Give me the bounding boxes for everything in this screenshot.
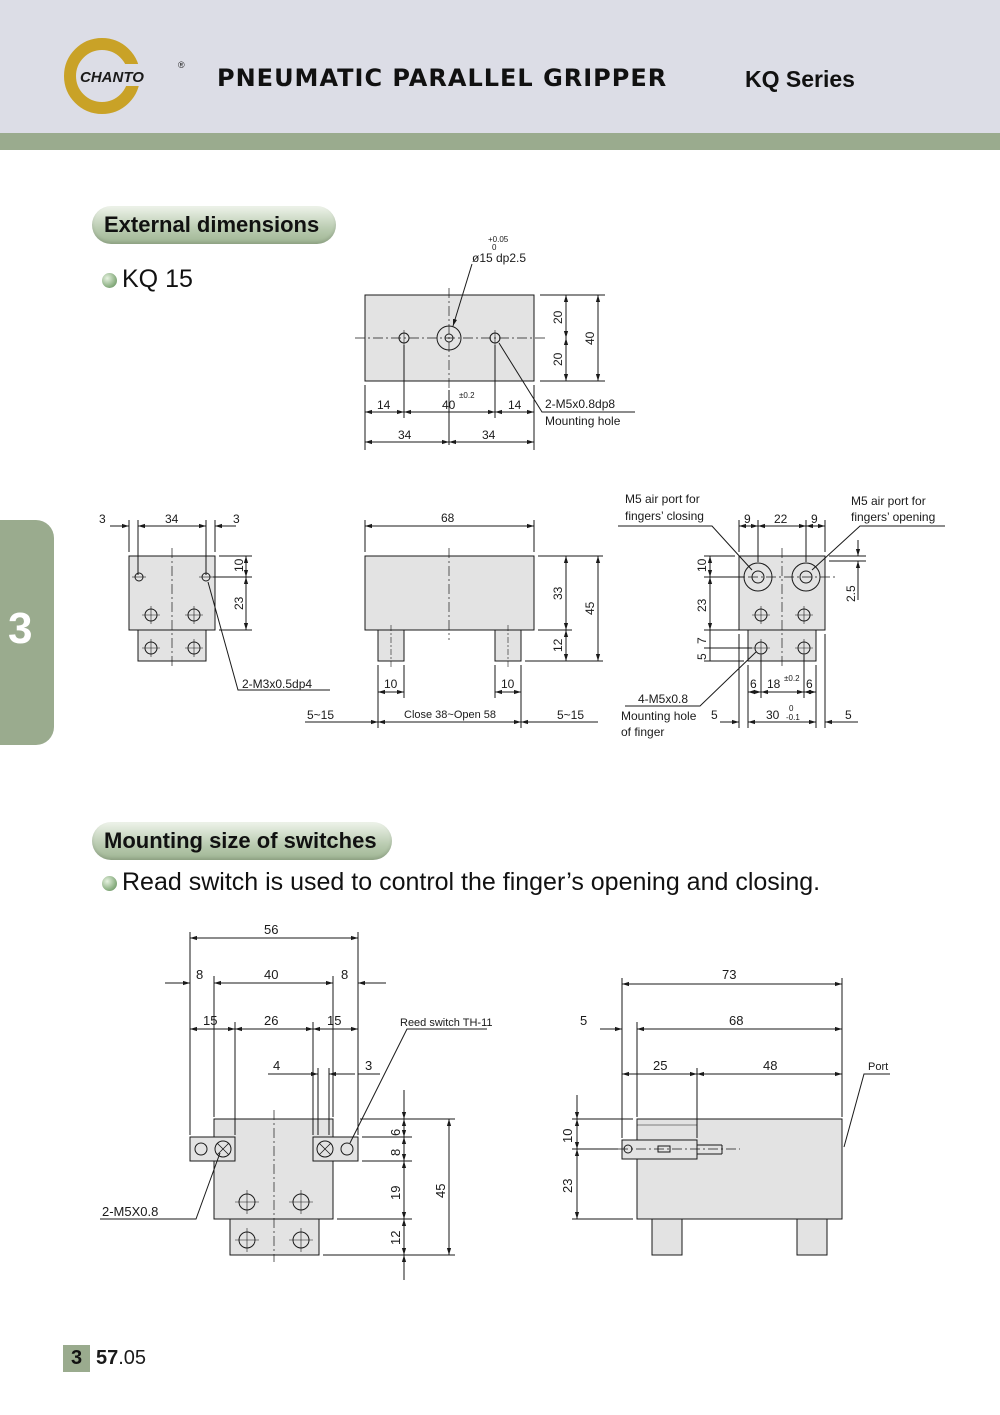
dim-20: 20 <box>551 310 565 324</box>
dim-48: 48 <box>763 1058 778 1073</box>
dim-12: 12 <box>388 1230 403 1245</box>
bore-tol-lower: 0 <box>492 243 497 252</box>
port-closing-label: M5 air port for <box>625 492 700 506</box>
gripper-body-front <box>365 556 534 630</box>
mounting-hole-spec: 2-M3x0.5dp4 <box>242 677 313 691</box>
dim-40-tolerance: ±0.2 <box>459 391 475 400</box>
gripper-body-side <box>214 1119 333 1219</box>
dim-15: 15 <box>203 1013 218 1028</box>
port-label: Port <box>868 1061 889 1073</box>
stroke-overtravel: 5~15 <box>307 708 335 722</box>
dim-33: 33 <box>551 586 565 600</box>
reed-switch <box>190 1137 235 1161</box>
dim-5: 5 <box>845 708 852 722</box>
dim-2-5: 2.5 <box>844 585 858 602</box>
series-name: KQ Series <box>745 66 855 92</box>
dim-73: 73 <box>722 967 737 982</box>
bore-depth: dp2.5 <box>496 251 527 265</box>
dim-34: 34 <box>165 512 179 526</box>
document-title: PNEUMATIC PARALLEL GRIPPER <box>217 64 668 92</box>
switch-description: Read switch is used to control the finger’s opening and closing. <box>122 868 821 896</box>
finger-right <box>797 1219 827 1255</box>
dim-30-tol-upper: 0 <box>789 704 794 713</box>
dim-40: 40 <box>264 967 279 982</box>
dim-22: 22 <box>774 512 788 526</box>
dim-4: 4 <box>273 1058 281 1073</box>
dim-34: 34 <box>482 428 496 442</box>
dim-7: 7 <box>695 637 709 644</box>
finger-block <box>230 1219 319 1255</box>
page-minor: .05 <box>118 1347 147 1369</box>
page-major: 57 <box>96 1347 119 1369</box>
port-opening-label: M5 air port for <box>851 494 926 508</box>
gripper-body-front <box>637 1119 842 1219</box>
stroke-range: Close 38~Open 58 <box>404 709 497 721</box>
section-title: External dimensions <box>104 212 320 237</box>
front-view <box>305 520 603 728</box>
dim-10: 10 <box>232 558 246 572</box>
dim-23: 23 <box>232 596 246 610</box>
reed-switch-label: Reed switch TH-11 <box>400 1017 493 1029</box>
dim-45: 45 <box>583 601 597 615</box>
dim-3: 3 <box>99 512 106 526</box>
finger-hole-label: of finger <box>621 725 665 739</box>
switch-side-view <box>100 932 487 1280</box>
dim-68: 68 <box>441 511 455 525</box>
dim-40: 40 <box>442 398 456 412</box>
left-side-view <box>110 520 330 690</box>
dim-8: 8 <box>341 967 349 982</box>
dim-23: 23 <box>560 1178 575 1193</box>
dim-34: 34 <box>398 428 412 442</box>
dim-68: 68 <box>729 1013 744 1028</box>
dim-15: 15 <box>327 1013 342 1028</box>
dim-23: 23 <box>695 598 709 612</box>
dim-10: 10 <box>384 677 398 691</box>
model-label: KQ 15 <box>122 265 193 293</box>
dim-9: 9 <box>744 512 751 526</box>
mounting-hole-spec: 2-M5X0.8 <box>102 1204 159 1219</box>
finger-hole-label: Mounting hole <box>621 709 697 723</box>
port-closing-label: fingers’ closing <box>625 509 704 523</box>
stroke-overtravel: 5~15 <box>557 708 585 722</box>
dim-30-tol-lower: -0.1 <box>786 713 800 722</box>
dim-9: 9 <box>811 512 818 526</box>
dim-10: 10 <box>560 1128 575 1143</box>
dim-10: 10 <box>501 677 515 691</box>
dim-20: 20 <box>551 352 565 366</box>
registered-mark: ® <box>178 60 185 70</box>
dim-6: 6 <box>806 677 813 691</box>
dim-10: 10 <box>695 558 709 572</box>
dim-5: 5 <box>711 708 718 722</box>
reed-switch <box>622 1140 697 1159</box>
dim-14: 14 <box>508 398 522 412</box>
bore-diameter: ø15 <box>472 251 493 265</box>
dim-3: 3 <box>233 512 240 526</box>
dim-40: 40 <box>583 331 597 345</box>
section-title: Mounting size of switches <box>104 828 377 853</box>
dim-14: 14 <box>377 398 391 412</box>
dim-26: 26 <box>264 1013 279 1028</box>
bore-tol-upper: +0.05 <box>488 235 509 244</box>
dim-8: 8 <box>196 967 204 982</box>
dim-5: 5 <box>580 1013 588 1028</box>
dim-30: 30 <box>766 708 780 722</box>
finger-left <box>652 1219 682 1255</box>
dim-6: 6 <box>388 1128 403 1136</box>
dim-18-tolerance: ±0.2 <box>784 674 800 683</box>
dim-19: 19 <box>388 1185 403 1200</box>
mounting-hole-label: Mounting hole <box>545 414 621 428</box>
page-chapter-badge: 3 <box>63 1345 90 1372</box>
dim-18: 18 <box>767 677 781 691</box>
dim-45: 45 <box>433 1183 448 1198</box>
dim-3: 3 <box>365 1058 373 1073</box>
dim-25: 25 <box>653 1058 668 1073</box>
logo-wordmark: CHANTO <box>80 69 144 86</box>
chapter-number: 3 <box>8 604 33 653</box>
dim-8: 8 <box>388 1148 403 1156</box>
dim-6: 6 <box>750 677 757 691</box>
finger-hole-spec: 4-M5x0.8 <box>638 692 689 706</box>
dim-5: 5 <box>695 653 709 660</box>
page-code <box>96 1347 146 1370</box>
dim-56: 56 <box>264 922 279 937</box>
port-opening-label: fingers’ opening <box>851 510 936 524</box>
mounting-hole-spec: 2-M5x0.8dp8 <box>545 397 616 411</box>
dim-12: 12 <box>551 638 565 652</box>
